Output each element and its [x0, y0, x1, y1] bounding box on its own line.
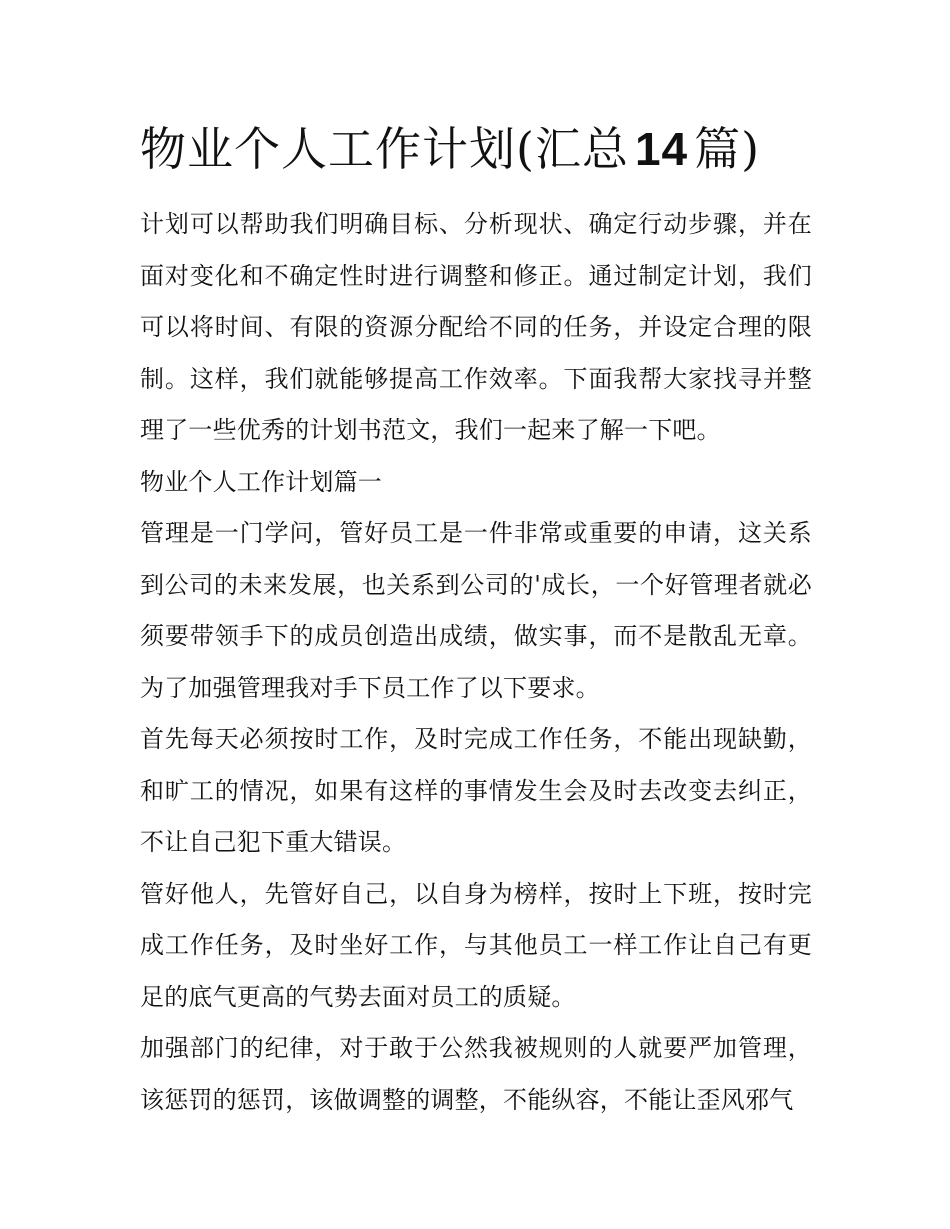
intro-paragraph: 计划可以帮助我们明确目标、分析现状、确定行动步骤，并在面对变化和不确定性时进行调整和修正。通过制定计划，我们可以将时间、有限的资源分配给不同的任务，并设定合理的限制。这样，我们就能够提高工作效率。下面我帮大家找寻并整理了一些优秀的计划书范文，我们一起来了解一下吧。: [140, 210, 812, 444]
body-paragraph-3: 管好他人，先管好自己，以自身为榜样，按时上下班，按时完成工作任务，及时坐好工作，与其他员工一样工作让自己有更足的底气更高的气势去面对员工的质疑。: [140, 879, 812, 1011]
title-prefix: 物业个人工作计划(汇总: [140, 122, 629, 176]
title-suffix: 篇): [694, 122, 761, 176]
body-paragraph-4: 加强部门的纪律，对于敢于公然我被规则的人就要严加管理，该惩罚的惩罚，该做调整的调整，不能纵容，不能让歪风邪气: [140, 1034, 812, 1114]
document-title: [140, 118, 812, 180]
section-heading: 物业个人工作计划篇一: [140, 467, 382, 496]
body-paragraph-1: 管理是一门学问，管好员工是一件非常或重要的申请，这关系到公司的未来发展，也关系到公司的'成长，一个好管理者就必须要带领手下的成员创造出成绩，做实事，而不是散乱无章。为了加强管理我对手下员工作了以下要求。: [140, 519, 812, 702]
document-body: [140, 118, 812, 1126]
title-number: 14: [634, 123, 689, 175]
body-paragraph-2: 首先每天必须按时工作，及时完成工作任务，不能出现缺勤，和旷工的情况，如果有这样的事情发生会及时去改变去纠正，不让自己犯下重大错误。: [140, 725, 812, 856]
